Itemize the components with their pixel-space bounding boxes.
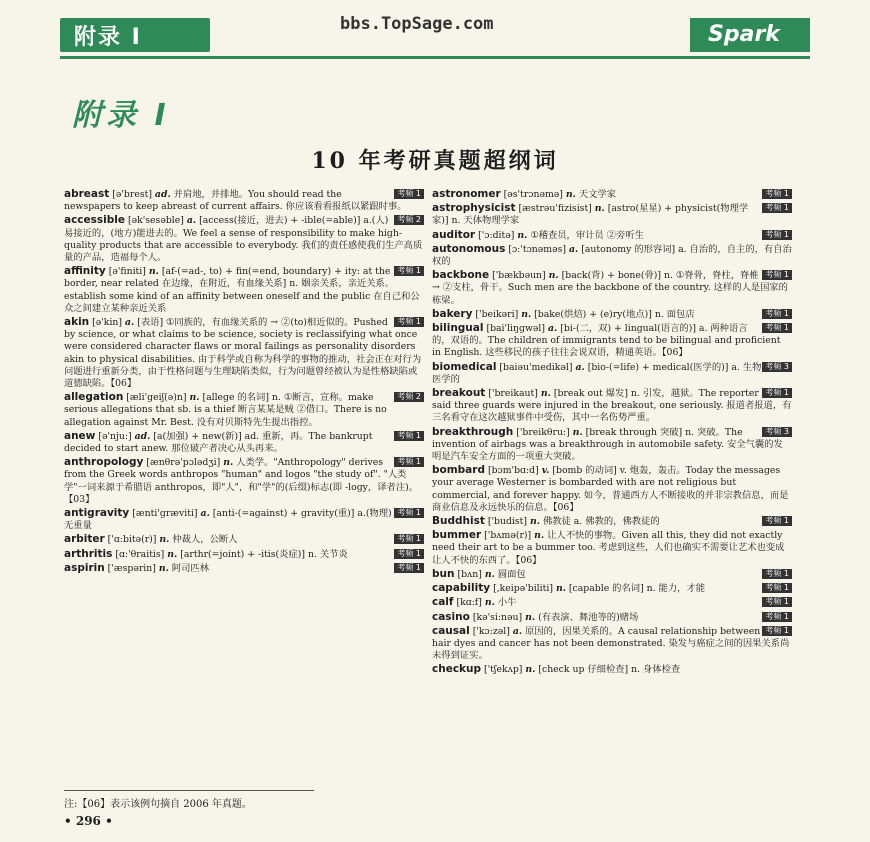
left-column bbox=[64, 188, 424, 576]
brand-logo bbox=[690, 18, 810, 52]
part-of-speech: n. bbox=[484, 597, 495, 609]
part-of-speech: ad. bbox=[134, 430, 151, 442]
headword: bilingual bbox=[432, 322, 484, 335]
part-of-speech: ad. bbox=[154, 189, 171, 200]
pronunciation: [ək'sesəble] bbox=[127, 215, 184, 227]
headword: abreast bbox=[64, 188, 110, 200]
headword: bakery bbox=[432, 307, 473, 320]
dictionary-entry bbox=[64, 430, 424, 455]
brand-label: Spark bbox=[708, 22, 780, 47]
part-of-speech: n. bbox=[565, 189, 576, 200]
headword: astrophysicist bbox=[432, 202, 516, 215]
definition: 并肩地，并排地。You should read the newspapers to keep abreast of current affairs. 你应该看看报纸以紧跟时事。 bbox=[64, 189, 407, 213]
part-of-speech: n. bbox=[189, 392, 200, 404]
part-of-speech: n. bbox=[484, 568, 495, 580]
part-of-speech: a. bbox=[512, 625, 523, 637]
headword: akin bbox=[64, 316, 90, 329]
headword: bombard bbox=[432, 464, 485, 477]
dictionary-entry bbox=[432, 464, 792, 514]
headword: arbiter bbox=[64, 533, 105, 546]
pronunciation: [,keipə'biliti] bbox=[493, 583, 553, 595]
part-of-speech: a. bbox=[575, 361, 585, 373]
dictionary-entry bbox=[432, 387, 792, 425]
part-of-speech: n. bbox=[521, 308, 532, 320]
pronunciation: ['ɔ:ditə] bbox=[478, 229, 515, 241]
definition: [allege 的名词] n. ①断言，宣称。make serious allegations that sb. is a thief 断言某某是贼 ②借口。There is no allegation against Mr. Best. 没有对贝斯特先生提出指控。 bbox=[64, 392, 387, 428]
part-of-speech: n. bbox=[223, 457, 234, 469]
dictionary-entry bbox=[432, 269, 792, 307]
frequency-badge: 考频 1 bbox=[762, 309, 792, 319]
footnote: 注:【06】表示该例句摘自 2006 年真题。 bbox=[64, 799, 252, 810]
pronunciation: ['beikəri] bbox=[475, 308, 519, 320]
footnote-divider bbox=[64, 790, 314, 791]
headword: arthritis bbox=[64, 547, 113, 560]
frequency-badge: 考频 3 bbox=[762, 427, 792, 437]
frequency-badge: 考频 1 bbox=[394, 508, 424, 518]
dictionary-entry bbox=[64, 188, 424, 213]
frequency-badge: 考频 1 bbox=[394, 457, 424, 467]
part-of-speech: n. bbox=[525, 611, 536, 623]
headword: anthropology bbox=[64, 456, 144, 469]
pronunciation: [bʌn] bbox=[457, 568, 482, 580]
definition: [back(背) + bone(骨)] n. ①脊骨，脊柱，脊椎 → ②支柱，骨干。Such men are the backbone of the country. 这样的人是国家的栋梁。 bbox=[432, 270, 788, 306]
definition: 让人不快的事物。Given all this, they did not exactly need their art to be a bummer too. 考虑到这些，人们也确实不需要让艺术也变成让人不快的东西了。【06】 bbox=[432, 530, 785, 566]
dictionary-entry bbox=[64, 456, 424, 506]
frequency-badge: 考频 1 bbox=[394, 189, 424, 199]
pronunciation: [ə'finiti] bbox=[108, 266, 146, 278]
part-of-speech: n. bbox=[540, 388, 551, 400]
pronunciation: [kɑ:f] bbox=[456, 597, 482, 609]
pronunciation: ['tʃekʌp] bbox=[484, 664, 523, 676]
definition: 人类学。"Anthropology" derives from the Greek words anthropos "human" and logos "the study of". "人类学"一词来源于希腊语 anthropos，即"人"，和"学"的(后缀)标志(即 -logy，译者注)。【03】 bbox=[64, 457, 419, 505]
pronunciation: [bai'liŋgwəl] bbox=[486, 323, 546, 335]
pronunciation: ['breikaut] bbox=[488, 388, 538, 400]
pronunciation: ['breikθru:] bbox=[516, 426, 570, 438]
dictionary-entry bbox=[432, 361, 792, 386]
definition: [anti-(=against) + gravity(重)] a.(物理)无重量 bbox=[64, 508, 392, 532]
chapter-tab-label: 附录 I bbox=[74, 25, 142, 50]
header-rule bbox=[60, 56, 810, 59]
pronunciation: ['bækbəun] bbox=[492, 270, 546, 282]
section-title: 附录 I bbox=[72, 98, 170, 133]
definition: 圆面包 bbox=[497, 568, 526, 580]
definition: [表语] ①同族的，有血缘关系的 → ②(to)相近似的。Pushed by science, or what claims to be science, society is reclassifying what once were considered character flaws or moral failings as personality disorders akin to physical disabilities. 由于科学或自称为科学的事物的推动，社会正在对行为问题进行重新分类，由于性格问题与生理缺陷类似，行为问题曾经被认为是性格缺陷或道德缺陷。【06】 bbox=[64, 317, 422, 390]
definition: ①稽查员，审计员 ②旁听生 bbox=[530, 229, 644, 241]
page-number: • 296 • bbox=[64, 814, 113, 828]
definition: [af-(=ad-, to) + fin(=end, boundary) + ity: at the border, near related 在边缘，在附近，有血缘关系] n. 姻亲关系，亲近关系。establish some kind of an affinity between oneself and the public 在自己和公众之间建立某种亲近关系 bbox=[64, 266, 420, 314]
definition: 原因的，因果关系的。A causal relationship between hair dyes and cancer has not been demonstrated. 染发与癌症之间的因果关系尚未得到证实。 bbox=[432, 625, 790, 662]
dictionary-entry bbox=[432, 426, 792, 464]
definition: [bake(烘焙) + (e)ry(地点)] n. 面包店 bbox=[534, 308, 695, 320]
part-of-speech: a. bbox=[548, 323, 558, 335]
definition: [bomb 的动词] v. 炮轰，轰击。Today the messages your average Westerner is bombarded with are not religious but commercial, and forever happy. 如今，普通西方人不断接收的并非宗教信息，而是商业信息及永远快乐的信息。【06】 bbox=[432, 465, 789, 513]
pronunciation: [bɔm'bɑ:d] bbox=[487, 465, 539, 477]
definition: 佛教徒 a. 佛教的，佛教徒的 bbox=[542, 516, 660, 528]
part-of-speech: n. bbox=[517, 229, 528, 241]
part-of-speech: n. bbox=[148, 266, 159, 278]
headword: aspirin bbox=[64, 561, 105, 574]
pronunciation: ['kɔ:zəl] bbox=[472, 625, 510, 637]
part-of-speech: a. bbox=[200, 508, 210, 520]
pronunciation: [ænti'græviti] bbox=[132, 508, 198, 520]
part-of-speech: n. bbox=[525, 664, 536, 676]
frequency-badge: 考频 1 bbox=[762, 626, 792, 636]
part-of-speech: n. bbox=[555, 583, 566, 595]
dictionary-entry bbox=[432, 202, 792, 227]
definition: 阿司匹林 bbox=[171, 562, 209, 574]
dictionary-entry bbox=[64, 562, 424, 575]
definition: (有表演、舞池等的)赌场 bbox=[538, 611, 639, 623]
site-watermark: bbs.TopSage.com bbox=[340, 14, 494, 34]
headword: casino bbox=[432, 610, 470, 623]
frequency-badge: 考频 1 bbox=[394, 266, 424, 276]
chapter-tab bbox=[60, 18, 210, 52]
pronunciation: ['ɑ:bitə(r)] bbox=[107, 534, 157, 546]
dictionary-entry bbox=[432, 663, 792, 676]
headword: antigravity bbox=[64, 507, 130, 520]
pronunciation: [ə'nju:] bbox=[98, 430, 132, 442]
headword: capability bbox=[432, 582, 491, 595]
dictionary-entry bbox=[432, 322, 792, 360]
dictionary-entry bbox=[64, 214, 424, 264]
dictionary-entry bbox=[432, 515, 792, 528]
frequency-badge: 考频 1 bbox=[762, 569, 792, 579]
dictionary-entry bbox=[432, 308, 792, 321]
pronunciation: ['æspərin] bbox=[107, 562, 156, 574]
pronunciation: [ɑ:'θraitis] bbox=[115, 548, 165, 560]
frequency-badge: 考频 2 bbox=[394, 392, 424, 402]
dictionary-entry bbox=[432, 529, 792, 567]
frequency-badge: 考频 1 bbox=[762, 203, 792, 213]
page-header bbox=[0, 0, 870, 56]
dictionary-entry bbox=[432, 582, 792, 595]
part-of-speech: n. bbox=[167, 548, 178, 560]
headword: causal bbox=[432, 624, 470, 637]
headword: breakthrough bbox=[432, 425, 514, 438]
page-title: 10 年考研真题超纲词 bbox=[311, 148, 559, 174]
headword: astronomer bbox=[432, 188, 501, 200]
pronunciation: [æli'geiʃ(ə)n] bbox=[126, 392, 187, 404]
part-of-speech: n. bbox=[529, 516, 540, 528]
definition: [check up 仔细检查] n. 身体检查 bbox=[538, 664, 681, 676]
headword: affinity bbox=[64, 265, 106, 278]
definition: [bi-(二，双) + lingual(语言的)] a. 两种语言的，双语的。The children of immigrants tend to be bilingual and proficient in English. 这些移民的孩子往往会说双语，精通英语。【06】 bbox=[432, 323, 781, 359]
pronunciation: [baiəu'medikəl] bbox=[499, 361, 573, 373]
dictionary-entry bbox=[432, 243, 792, 268]
headword: Buddhist bbox=[432, 515, 485, 528]
dictionary-entry bbox=[64, 391, 424, 429]
part-of-speech: n. bbox=[159, 534, 170, 546]
headword: anew bbox=[64, 429, 96, 442]
definition: [autonomy 的形容词] a. 自治的，自主的，有自治权的 bbox=[432, 243, 792, 268]
headword: accessible bbox=[64, 214, 125, 227]
definition: [capable 的名词] n. 能力，才能 bbox=[568, 583, 706, 595]
part-of-speech: v. bbox=[541, 465, 550, 477]
dictionary-entry bbox=[432, 596, 792, 609]
frequency-badge: 考频 1 bbox=[762, 583, 792, 593]
definition: 天文学家 bbox=[578, 189, 617, 200]
dictionary-entry bbox=[64, 548, 424, 561]
headword: checkup bbox=[432, 663, 482, 676]
part-of-speech: n. bbox=[158, 562, 169, 574]
frequency-badge: 考频 3 bbox=[762, 362, 792, 372]
frequency-badge: 考频 1 bbox=[394, 549, 424, 559]
frequency-badge: 考频 1 bbox=[762, 612, 792, 622]
dictionary-entry bbox=[432, 229, 792, 242]
definition: [astro(星星) + physicist(物理学家)] n. 天体物理学家 bbox=[432, 203, 749, 227]
dictionary-entry bbox=[432, 611, 792, 624]
dictionary-entry bbox=[64, 533, 424, 546]
headword: auditor bbox=[432, 228, 476, 241]
part-of-speech: n. bbox=[534, 530, 545, 542]
part-of-speech: a. bbox=[568, 243, 579, 255]
headword: calf bbox=[432, 596, 454, 609]
right-column bbox=[432, 188, 792, 678]
part-of-speech: n. bbox=[594, 203, 605, 215]
part-of-speech: n. bbox=[548, 270, 559, 282]
definition: [break through 突破] n. 突破。The invention of airbags was a breakthrough in automobile safety. 安全气囊的发明是汽车安全方面的一项重大突破。 bbox=[432, 426, 783, 463]
headword: biomedical bbox=[432, 360, 497, 373]
definition: [break out 爆发] n. 引发，越狱。The reporter said three guards were injured in the breakout, one seriously. 报道者报道，有三名看守在这次越狱事件中受伤，其中一名伤势严重。 bbox=[432, 388, 792, 424]
definition: [bio-(=life) + medical(医学的)] a. 生物医学的 bbox=[432, 361, 762, 385]
frequency-badge: 考频 1 bbox=[394, 534, 424, 544]
frequency-badge: 考频 1 bbox=[762, 270, 792, 280]
frequency-badge: 考频 1 bbox=[394, 563, 424, 573]
definition: 仲裁人，公断人 bbox=[172, 534, 238, 546]
pronunciation: [ɔ:'tɔnəməs] bbox=[508, 243, 567, 255]
frequency-badge: 考频 1 bbox=[394, 431, 424, 441]
dictionary-entry bbox=[64, 316, 424, 390]
headword: allegation bbox=[64, 391, 124, 404]
dictionary-entry bbox=[64, 265, 424, 315]
headword: autonomous bbox=[432, 242, 506, 255]
pronunciation: [ænθrə'pɔlədʒi] bbox=[146, 457, 221, 469]
frequency-badge: 考频 1 bbox=[762, 388, 792, 398]
definition: [arthr(=joint) + -itis(炎症)] n. 关节炎 bbox=[180, 548, 348, 560]
frequency-badge: 考频 1 bbox=[762, 189, 792, 199]
dictionary-entry bbox=[432, 188, 792, 201]
frequency-badge: 考频 1 bbox=[394, 317, 424, 327]
part-of-speech: a. bbox=[125, 317, 135, 329]
headword: backbone bbox=[432, 269, 490, 282]
pronunciation: ['budist] bbox=[487, 516, 528, 528]
definition: [a(加强) + new(新)] ad. 重新，再。The bankrupt decided to start anew. 那位破产者决心从头再来。 bbox=[64, 430, 373, 455]
headword: breakout bbox=[432, 387, 486, 400]
dictionary-entry bbox=[64, 507, 424, 532]
pronunciation: [ə'brest] bbox=[112, 189, 152, 200]
frequency-badge: 考频 1 bbox=[762, 516, 792, 526]
definition: 小牛 bbox=[497, 597, 517, 609]
frequency-badge: 考频 2 bbox=[394, 215, 424, 225]
headword: bummer bbox=[432, 529, 482, 542]
pronunciation: [ə'kin] bbox=[92, 317, 123, 329]
dictionary-entry bbox=[432, 568, 792, 581]
pronunciation: [əs'trɔnəmə] bbox=[503, 189, 563, 200]
headword: bun bbox=[432, 567, 455, 580]
frequency-badge: 考频 1 bbox=[762, 597, 792, 607]
frequency-badge: 考频 1 bbox=[762, 230, 792, 240]
part-of-speech: a. bbox=[186, 215, 197, 227]
definition: [access(接近，进去) + -ible(=able)] a.(人)易接近的，(地方)能进去的。We feel a sense of responsibility to make high-quality products that are accessible to everybody. 我们的责任感使我们生产高质量的产品，造福每个人。 bbox=[64, 215, 423, 264]
dictionary-entry bbox=[432, 625, 792, 663]
pronunciation: [kə'si:nəu] bbox=[472, 611, 523, 623]
frequency-badge: 考频 1 bbox=[762, 323, 792, 333]
part-of-speech: n. bbox=[572, 426, 583, 438]
pronunciation: [æstrəu'fizisist] bbox=[518, 203, 592, 215]
pronunciation: ['bʌmə(r)] bbox=[484, 530, 532, 542]
